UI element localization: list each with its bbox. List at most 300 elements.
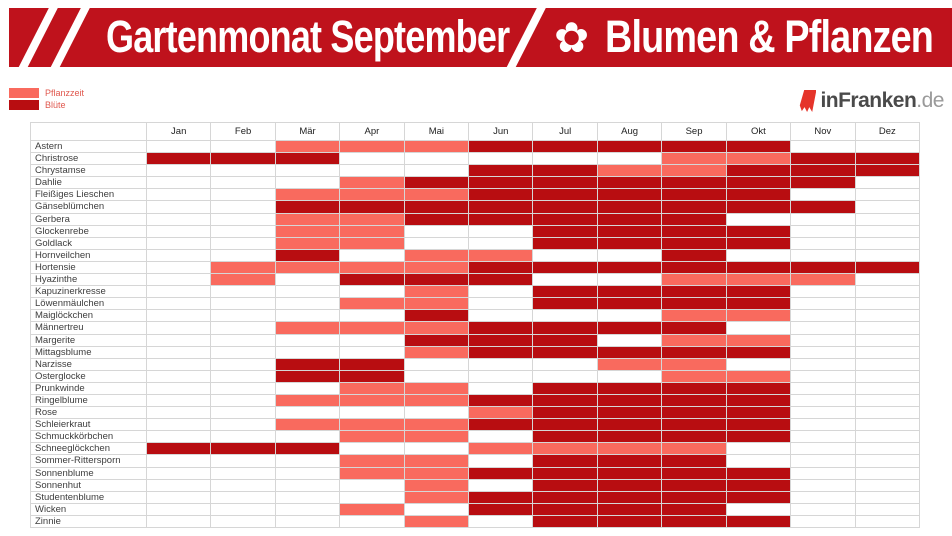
calendar-cell	[791, 165, 855, 177]
calendar-cell	[147, 310, 211, 322]
calendar-cell	[856, 226, 920, 238]
calendar-cell	[598, 201, 662, 213]
calendar-cell	[856, 214, 920, 226]
calendar-cell	[276, 286, 340, 298]
calendar-cell	[727, 431, 791, 443]
calendar-cell	[791, 322, 855, 334]
calendar-cell	[662, 153, 726, 165]
pflanzzeit-swatch	[9, 88, 39, 98]
calendar-cell	[598, 468, 662, 480]
calendar-cell	[211, 177, 275, 189]
month-header: Okt	[727, 123, 791, 141]
calendar-cell	[533, 335, 597, 347]
calendar-cell	[276, 443, 340, 455]
month-header: Nov	[791, 123, 855, 141]
calendar-cell	[340, 516, 404, 528]
calendar-cell	[598, 383, 662, 395]
calendar-cell	[469, 504, 533, 516]
row-label: Schleierkraut	[31, 419, 147, 431]
calendar-cell	[276, 274, 340, 286]
calendar-cell	[791, 238, 855, 250]
calendar-cell	[856, 322, 920, 334]
calendar-cell	[276, 395, 340, 407]
calendar-cell	[533, 407, 597, 419]
calendar-cell	[147, 443, 211, 455]
calendar-cell	[276, 322, 340, 334]
calendar-cell	[533, 371, 597, 383]
calendar-cell	[727, 335, 791, 347]
calendar-cell	[533, 419, 597, 431]
calendar-cell	[727, 310, 791, 322]
calendar-cell	[469, 177, 533, 189]
calendar-cell	[469, 468, 533, 480]
calendar-cell	[598, 480, 662, 492]
calendar-cell	[276, 153, 340, 165]
calendar-cell	[340, 189, 404, 201]
calendar-cell	[533, 383, 597, 395]
calendar-cell	[211, 165, 275, 177]
calendar-cell	[147, 468, 211, 480]
row-label: Ringelblume	[31, 395, 147, 407]
calendar-cell	[147, 226, 211, 238]
calendar-cell	[727, 347, 791, 359]
calendar-cell	[662, 177, 726, 189]
calendar-cell	[662, 359, 726, 371]
calendar-cell	[276, 431, 340, 443]
calendar-cell	[147, 516, 211, 528]
calendar-cell	[211, 201, 275, 213]
calendar-cell	[211, 431, 275, 443]
calendar-cell	[340, 383, 404, 395]
calendar-cell	[469, 516, 533, 528]
calendar-cell	[340, 250, 404, 262]
logo-tld: .de	[916, 89, 944, 112]
page-subtitle: Blumen & Pflanzen	[605, 10, 934, 62]
calendar-cell	[340, 177, 404, 189]
month-header: Mai	[405, 123, 469, 141]
calendar-cell	[533, 443, 597, 455]
calendar-cell	[856, 153, 920, 165]
calendar-cell	[533, 468, 597, 480]
calendar-cell	[662, 443, 726, 455]
calendar-cell	[727, 153, 791, 165]
calendar-cell	[147, 371, 211, 383]
calendar-cell	[469, 395, 533, 407]
calendar-cell	[276, 189, 340, 201]
month-header: Jun	[469, 123, 533, 141]
row-label: Schneeglöckchen	[31, 443, 147, 455]
calendar-cell	[856, 480, 920, 492]
row-label: Zinnie	[31, 516, 147, 528]
calendar-cell	[405, 141, 469, 153]
calendar-cell	[598, 504, 662, 516]
calendar-cell	[405, 419, 469, 431]
calendar-cell	[405, 153, 469, 165]
calendar-cell	[147, 153, 211, 165]
calendar-cell	[276, 141, 340, 153]
calendar-cell	[340, 335, 404, 347]
calendar-cell	[727, 141, 791, 153]
calendar-cell	[791, 443, 855, 455]
calendar-cell	[598, 359, 662, 371]
calendar-cell	[405, 274, 469, 286]
row-label: Maiglöckchen	[31, 310, 147, 322]
calendar-cell	[856, 371, 920, 383]
calendar-cell	[147, 359, 211, 371]
calendar-cell	[211, 274, 275, 286]
calendar-cell	[340, 359, 404, 371]
infranken-logo	[799, 88, 944, 114]
calendar-cell	[662, 480, 726, 492]
calendar-cell	[340, 165, 404, 177]
month-header: Jan	[147, 123, 211, 141]
calendar-cell	[598, 407, 662, 419]
calendar-cell	[405, 286, 469, 298]
calendar-cell	[598, 492, 662, 504]
calendar-cell	[469, 226, 533, 238]
calendar-cell	[405, 226, 469, 238]
legend-label: Blüte	[45, 99, 66, 110]
calendar-cell	[147, 480, 211, 492]
row-label: Hortensie	[31, 262, 147, 274]
calendar-cell	[856, 177, 920, 189]
calendar-cell	[533, 516, 597, 528]
calendar-cell	[533, 359, 597, 371]
calendar-cell	[662, 274, 726, 286]
calendar-cell	[791, 492, 855, 504]
calendar-cell	[856, 516, 920, 528]
calendar-cell	[211, 455, 275, 467]
calendar-cell	[469, 153, 533, 165]
row-label: Studentenblume	[31, 492, 147, 504]
row-label: Christrose	[31, 153, 147, 165]
calendar-cell	[469, 407, 533, 419]
calendar-cell	[469, 165, 533, 177]
calendar-cell	[211, 189, 275, 201]
logo-name: inFranken	[820, 89, 917, 112]
calendar-cell	[340, 395, 404, 407]
calendar-cell	[598, 250, 662, 262]
calendar-cell	[662, 286, 726, 298]
calendar-cell	[856, 298, 920, 310]
calendar-cell	[469, 322, 533, 334]
calendar-cell	[727, 443, 791, 455]
calendar-cell	[662, 419, 726, 431]
month-header: Jul	[533, 123, 597, 141]
calendar-cell	[791, 431, 855, 443]
calendar-cell	[147, 431, 211, 443]
calendar-cell	[856, 492, 920, 504]
calendar-cell	[662, 347, 726, 359]
calendar-cell	[211, 153, 275, 165]
calendar-cell	[469, 214, 533, 226]
calendar-cell	[662, 335, 726, 347]
calendar-cell	[405, 310, 469, 322]
flower-icon: ✿	[554, 12, 590, 62]
calendar-cell	[211, 286, 275, 298]
calendar-cell	[533, 214, 597, 226]
calendar-cell	[856, 468, 920, 480]
calendar-cell	[856, 189, 920, 201]
calendar-cell	[533, 250, 597, 262]
calendar-cell	[791, 347, 855, 359]
calendar-cell	[147, 455, 211, 467]
calendar-cell	[727, 201, 791, 213]
calendar-cell	[211, 383, 275, 395]
calendar-cell	[598, 431, 662, 443]
calendar-cell	[276, 492, 340, 504]
calendar-cell	[598, 371, 662, 383]
calendar-cell	[211, 226, 275, 238]
calendar-cell	[727, 395, 791, 407]
calendar-cell	[791, 177, 855, 189]
calendar-cell	[340, 286, 404, 298]
calendar-cell	[598, 347, 662, 359]
calendar-cell	[276, 383, 340, 395]
calendar-cell	[791, 407, 855, 419]
calendar-cell	[405, 177, 469, 189]
calendar-cell	[791, 359, 855, 371]
calendar-cell	[340, 468, 404, 480]
calendar-cell	[405, 407, 469, 419]
calendar-cell	[405, 262, 469, 274]
calendar-cell	[340, 347, 404, 359]
calendar-cell	[469, 347, 533, 359]
calendar-table	[30, 122, 920, 528]
calendar-cell	[533, 177, 597, 189]
calendar-cell	[662, 516, 726, 528]
calendar-cell	[662, 165, 726, 177]
calendar-cell	[791, 189, 855, 201]
calendar-cell	[533, 201, 597, 213]
calendar-cell	[598, 310, 662, 322]
calendar-cell	[662, 383, 726, 395]
calendar-cell	[469, 492, 533, 504]
logo-flag-icon	[799, 90, 816, 112]
calendar-cell	[147, 298, 211, 310]
calendar-cell	[791, 516, 855, 528]
calendar-cell	[662, 214, 726, 226]
calendar-cell	[469, 286, 533, 298]
calendar-cell	[727, 250, 791, 262]
calendar-cell	[727, 383, 791, 395]
calendar-cell	[727, 286, 791, 298]
calendar-cell	[340, 322, 404, 334]
calendar-cell	[211, 419, 275, 431]
calendar-cell	[469, 298, 533, 310]
calendar-cell	[791, 298, 855, 310]
calendar-cell	[469, 238, 533, 250]
calendar-cell	[211, 310, 275, 322]
calendar-cell	[469, 274, 533, 286]
calendar-cell	[405, 214, 469, 226]
calendar-cell	[533, 298, 597, 310]
calendar-cell	[598, 274, 662, 286]
calendar-cell	[662, 395, 726, 407]
month-header: Aug	[598, 123, 662, 141]
calendar-cell	[211, 480, 275, 492]
calendar-cell	[662, 201, 726, 213]
row-label: Hyazinthe	[31, 274, 147, 286]
calendar-cell	[533, 492, 597, 504]
calendar-cell	[211, 395, 275, 407]
calendar-cell	[598, 189, 662, 201]
calendar-cell	[727, 419, 791, 431]
calendar-cell	[147, 274, 211, 286]
calendar-cell	[211, 214, 275, 226]
calendar-cell	[727, 262, 791, 274]
legend	[9, 87, 84, 111]
calendar-cell	[856, 407, 920, 419]
calendar-cell	[856, 359, 920, 371]
calendar-cell	[469, 141, 533, 153]
calendar-cell	[791, 141, 855, 153]
calendar-cell	[791, 310, 855, 322]
calendar-cell	[598, 262, 662, 274]
calendar-cell	[791, 455, 855, 467]
calendar-cell	[405, 516, 469, 528]
calendar-cell	[533, 189, 597, 201]
calendar-cell	[405, 492, 469, 504]
calendar-cell	[405, 250, 469, 262]
calendar-cell	[469, 419, 533, 431]
calendar-cell	[598, 141, 662, 153]
calendar-cell	[276, 359, 340, 371]
row-label: Sonnenhut	[31, 480, 147, 492]
calendar-cell	[211, 238, 275, 250]
calendar-cell	[662, 322, 726, 334]
row-label: Narzisse	[31, 359, 147, 371]
calendar-cell	[856, 419, 920, 431]
row-label: Prunkwinde	[31, 383, 147, 395]
calendar-cell	[211, 468, 275, 480]
calendar-cell	[276, 214, 340, 226]
title-banner	[9, 8, 952, 67]
calendar-cell	[211, 141, 275, 153]
month-header: Apr	[340, 123, 404, 141]
calendar-cell	[469, 431, 533, 443]
month-header: Mär	[276, 123, 340, 141]
page-title: Gartenmonat September	[106, 10, 510, 62]
row-label: Hornveilchen	[31, 250, 147, 262]
calendar-cell	[598, 177, 662, 189]
calendar-cell	[469, 250, 533, 262]
calendar-cell	[856, 238, 920, 250]
calendar-cell	[662, 504, 726, 516]
calendar-cell	[340, 371, 404, 383]
row-label: Wicken	[31, 504, 147, 516]
calendar-cell	[856, 286, 920, 298]
calendar-cell	[340, 262, 404, 274]
calendar-cell	[791, 201, 855, 213]
calendar-cell	[147, 504, 211, 516]
calendar-cell	[727, 468, 791, 480]
calendar-cell	[727, 407, 791, 419]
row-label: Löwenmäulchen	[31, 298, 147, 310]
calendar-cell	[340, 238, 404, 250]
calendar-cell	[405, 443, 469, 455]
calendar-cell	[147, 250, 211, 262]
calendar-cell	[533, 238, 597, 250]
calendar-cell	[276, 298, 340, 310]
month-header: Feb	[211, 123, 275, 141]
row-label: Fleißiges Lieschen	[31, 189, 147, 201]
calendar-cell	[533, 431, 597, 443]
calendar-cell	[533, 286, 597, 298]
calendar-cell	[211, 359, 275, 371]
calendar-cell	[147, 347, 211, 359]
calendar-cell	[276, 480, 340, 492]
calendar-cell	[598, 335, 662, 347]
calendar-cell	[791, 383, 855, 395]
calendar-cell	[791, 214, 855, 226]
calendar-cell	[856, 141, 920, 153]
calendar-cell	[662, 455, 726, 467]
calendar-cell	[147, 286, 211, 298]
calendar-cell	[662, 250, 726, 262]
calendar-cell	[533, 395, 597, 407]
calendar-cell	[340, 226, 404, 238]
calendar-cell	[533, 226, 597, 238]
legend-label: Pflanzzeit	[45, 87, 85, 98]
calendar-cell	[727, 322, 791, 334]
calendar-cell	[147, 262, 211, 274]
calendar-cell	[405, 371, 469, 383]
calendar-cell	[340, 492, 404, 504]
calendar-cell	[727, 189, 791, 201]
calendar-cell	[147, 395, 211, 407]
calendar-cell	[405, 298, 469, 310]
calendar-cell	[405, 165, 469, 177]
calendar-cell	[211, 335, 275, 347]
calendar-cell	[791, 153, 855, 165]
calendar-cell	[791, 395, 855, 407]
calendar-cell	[211, 347, 275, 359]
calendar-cell	[662, 310, 726, 322]
calendar-cell	[405, 504, 469, 516]
calendar-cell	[856, 310, 920, 322]
calendar-cell	[791, 286, 855, 298]
calendar-cell	[147, 419, 211, 431]
calendar-cell	[533, 165, 597, 177]
calendar-cell	[405, 431, 469, 443]
legend-item-pflanzzeit	[9, 87, 84, 98]
calendar-cell	[727, 492, 791, 504]
calendar-cell	[340, 214, 404, 226]
legend-item-bluete	[9, 99, 84, 110]
calendar-cell	[727, 165, 791, 177]
row-label: Glockenrebe	[31, 226, 147, 238]
calendar-cell	[727, 238, 791, 250]
calendar-cell	[340, 504, 404, 516]
row-label: Gänseblümchen	[31, 201, 147, 213]
calendar-cell	[727, 359, 791, 371]
calendar-cell	[211, 262, 275, 274]
calendar-cell	[340, 455, 404, 467]
row-label: Margerite	[31, 335, 147, 347]
calendar-cell	[469, 383, 533, 395]
calendar-cell	[276, 262, 340, 274]
calendar-cell	[405, 322, 469, 334]
calendar-cell	[662, 238, 726, 250]
row-label: Rose	[31, 407, 147, 419]
calendar-cell	[405, 468, 469, 480]
calendar-cell	[276, 455, 340, 467]
calendar-cell	[727, 177, 791, 189]
calendar-cell	[147, 492, 211, 504]
calendar-cell	[469, 262, 533, 274]
calendar-cell	[856, 250, 920, 262]
